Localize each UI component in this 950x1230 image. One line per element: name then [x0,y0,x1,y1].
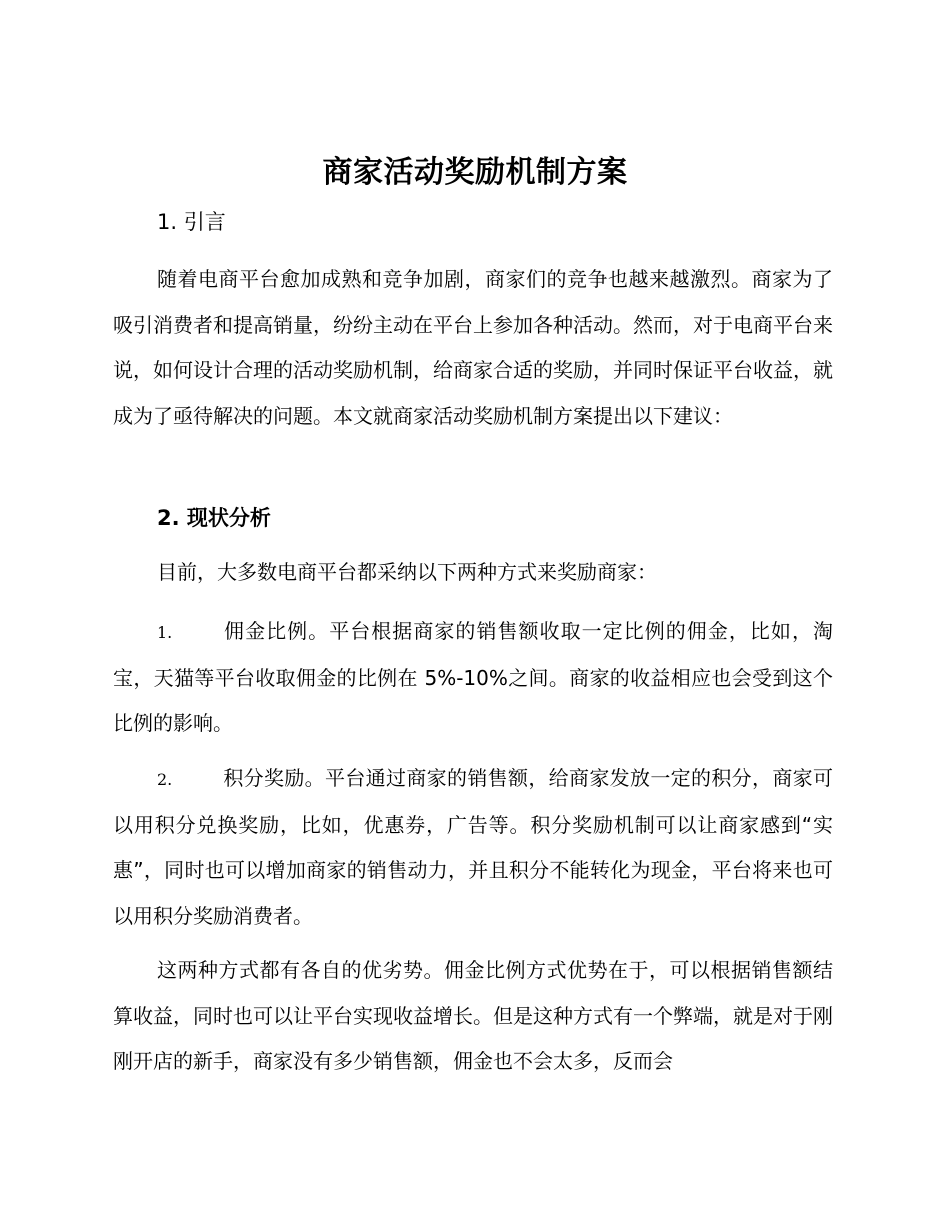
document-title: 商家活动奖励机制方案 [322,155,628,190]
section-heading-introduction: 1. 引言 [157,210,226,234]
comparison-paragraph: 这两种方式都有各自的优劣势。佣金比例方式优势在于，可以根据销售额结算收益，同时也可以让平台实现收益增长。但是这种方式有一个弊端，就是对于刚刚开店的新手，商家没有多少销售额，佣金也不会太多，反而会 [113,958,833,1073]
list-item-number: 1. [157,623,173,642]
status-intro-paragraph: 目前，大多数电商平台都采纳以下两种方式来奖励商家： [157,560,657,584]
section-heading-status-analysis: 2. 现状分析 [157,506,271,530]
list-item-number: 2. [157,770,173,789]
introduction-paragraph: 随着电商平台愈加成熟和竞争加剧，商家们的竞争也越来越激烈。商家为了吸引消费者和提高销量，纷纷主动在平台上参加各种活动。然而，对于电商平台来说，如何设计合理的活动奖励机制，给商家合适的奖励，并同时保证平台收益，就成为了亟待解决的问题。本文就商家活动奖励机制方案提出以下建议： [113,267,833,428]
list-item-text: 积分奖励。平台通过商家的销售额，给商家发放一定的积分，商家可以用积分兑换奖励，比如，优惠券，广告等。积分奖励机制可以让商家感到“实惠”，同时也可以增加商家的销售动力，并且积分不能转化为现金，平台将来也可以用积分奖励消费者。 [113,766,833,928]
list-item [113,756,833,939]
list-item [113,609,833,747]
list-item-text: 佣金比例。平台根据商家的销售额收取一定比例的佣金，比如，淘宝，天猫等平台收取佣金的比例在 5%-10%之间。商家的收益相应也会受到这个比例的影响。 [113,619,833,735]
